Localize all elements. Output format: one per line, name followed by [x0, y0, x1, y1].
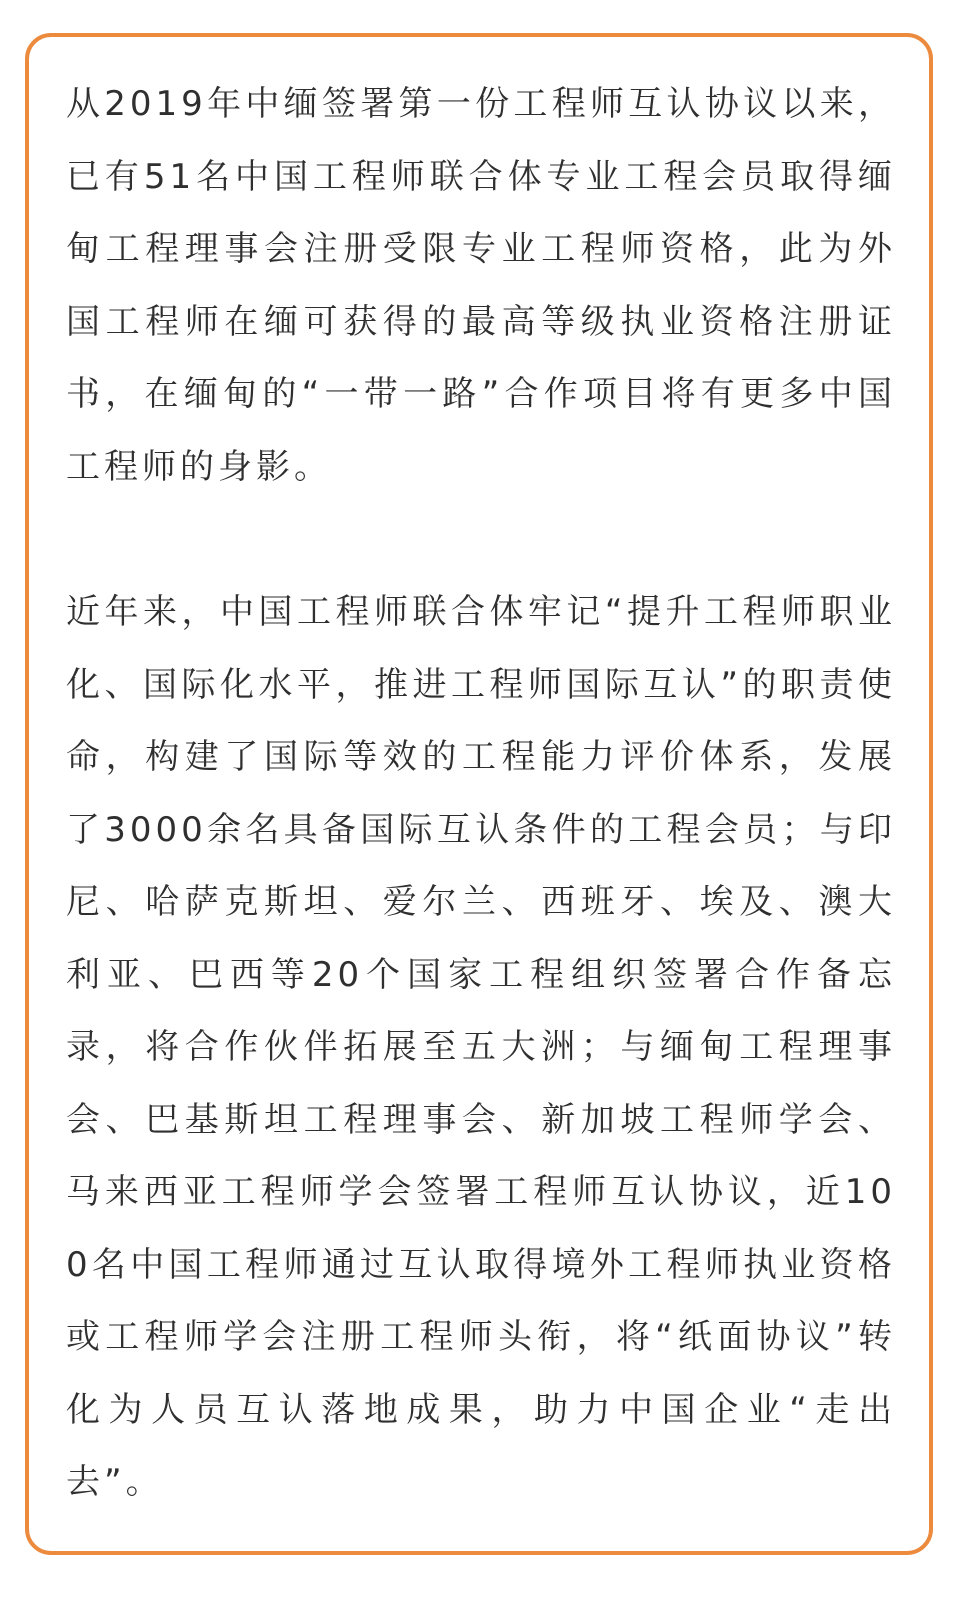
paragraph-2: 近年来，中国工程师联合体牢记“提升工程师职业化、国际化水平，推进工程师国际互认”的职责使命，构建了国际等效的工程能力评价体系，发展了3000余名具备国际互认条件的工程会员；与印尼、哈萨克斯坦、爱尔兰、西班牙、埃及、澳大利亚、巴西等20个国家工程组织签署合作备忘录，将合作伙伴拓展至五大洲；与缅甸工程理事会、巴基斯坦工程理事会、新加坡工程师学会、马来西亚工程师学会签署工程师互认协议，近100名中国工程师通过互认取得境外工程师执业资格或工程师学会注册工程师头衔，将“纸面协议”转化为人员互认落地成果，助力中国企业“走出去”。	[66, 592, 896, 1502]
paragraph-1: 从2019年中缅签署第一份工程师互认协议以来，已有51名中国工程师联合体专业工程会员取得缅甸工程理事会注册受限专业工程师资格，此为外国工程师在缅可获得的最高等级执业资格注册证书，在缅甸的“一带一路”合作项目将有更多中国工程师的身影。	[66, 84, 896, 487]
article-body	[66, 68, 896, 1519]
